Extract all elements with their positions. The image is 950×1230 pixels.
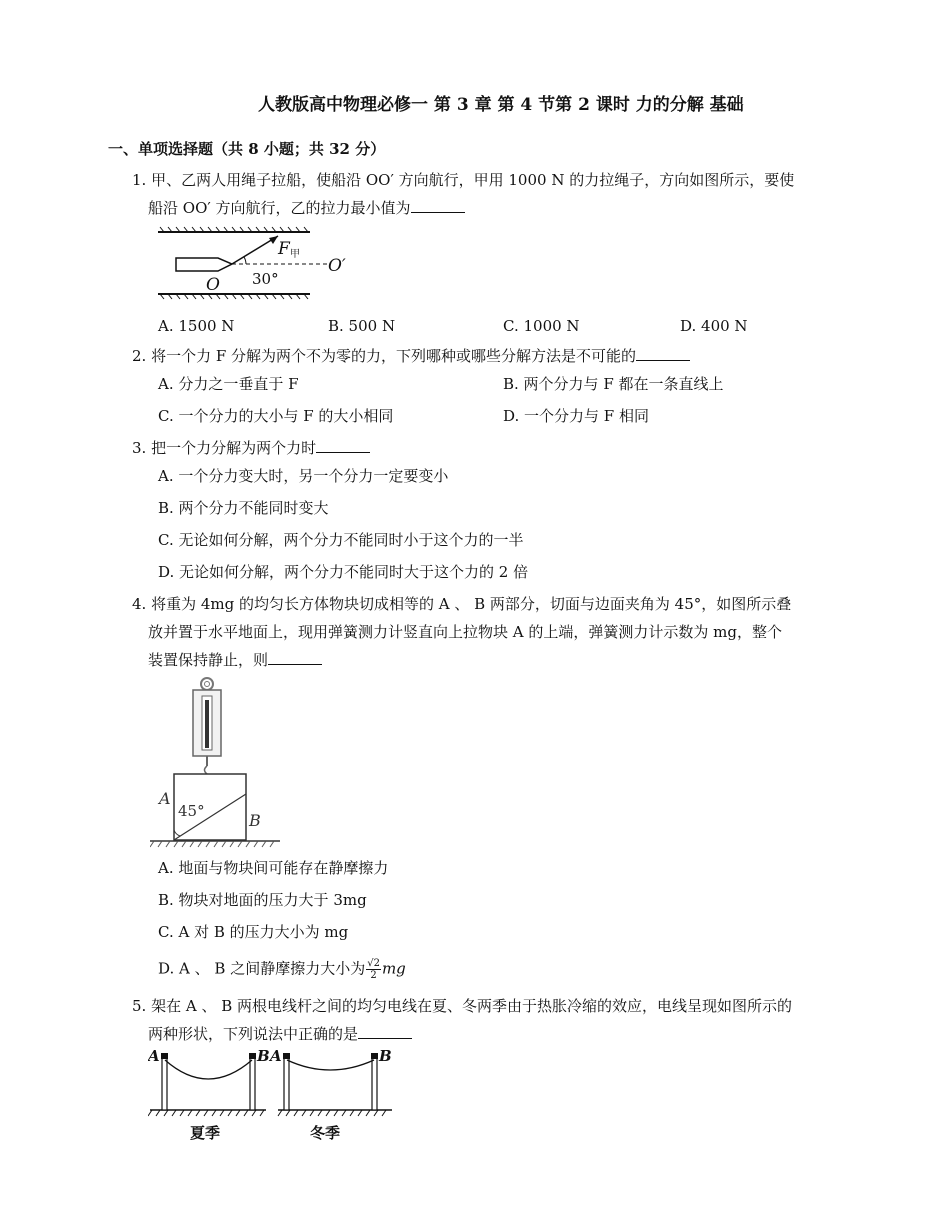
q4-line-2: 放并置于水平地面上，现用弹簧测力计竖直向上拉物块 A 的上端，弹簧测力计示数为 mg，整个 [148, 623, 782, 641]
q4-option-b[interactable]: B. 物块对地面的压力大于 3mg [158, 891, 367, 909]
q1-line-1: 1. 甲、乙两人用绳子拉船，使船沿 OO′ 方向航行，甲用 1000 N 的力拉绳子，方向如图所示，要使 [132, 171, 795, 189]
q1-option-c[interactable]: C. 1000 N [503, 317, 580, 335]
q1-option-d[interactable]: D. 400 N [680, 317, 748, 335]
answer-blank[interactable] [316, 438, 370, 453]
q5-winter-b: B [379, 1048, 392, 1065]
q4-line-1: 4. 将重为 4mg 的均匀长方体物块切成相等的 A 、 B 两部分，切面与边面夹角为 45°，如图所示叠 [132, 595, 792, 613]
q4-option-a[interactable]: A. 地面与物块间可能存在静摩擦力 [158, 859, 389, 877]
fraction: $\frac{√2}{2}$ [367, 958, 380, 981]
q3-line-1: 3. 把一个力分解为两个力时 [132, 438, 370, 458]
q3-option-c[interactable]: C. 无论如何分解，两个分力不能同时小于这个力的一半 [158, 531, 524, 549]
q1-force-sub: 甲 [290, 249, 300, 260]
q1-o2-label: O′ [328, 256, 346, 276]
q5-power-line-figure [148, 1048, 398, 1148]
section-heading: 一、单项选择题（共 8 小题；共 32 分） [108, 140, 386, 158]
q2-option-a[interactable]: A. 分力之一垂直于 F [158, 375, 299, 393]
q4-option-d[interactable]: D. A 、 B 之间静摩擦力大小为 $\frac{√2}{2}$ mg [158, 958, 406, 981]
q5-winter-a: A [270, 1048, 282, 1065]
q2-option-d[interactable]: D. 一个分力与 F 相同 [503, 407, 649, 425]
q1-o-label: O [206, 275, 220, 295]
q4-spring-block-figure [150, 674, 290, 850]
answer-blank[interactable] [268, 650, 322, 665]
q2-option-c[interactable]: C. 一个分力的大小与 F 的大小相同 [158, 407, 394, 425]
q2-option-b[interactable]: B. 两个分力与 F 都在一条直线上 [503, 375, 724, 393]
q2-line-1: 2. 将一个力 F 分解为两个不为零的力，下列哪种或哪些分解方法是不可能的 [132, 346, 690, 366]
page-title: 人教版高中物理必修一 第 3 章 第 4 节第 2 课时 力的分解 基础 [258, 95, 744, 115]
q1-force-label: F [278, 239, 290, 259]
q4-option-c[interactable]: C. A 对 B 的压力大小为 mg [158, 923, 349, 941]
q5-line-2: 两种形状，下列说法中正确的是 [148, 1024, 412, 1044]
q5-winter-label: 冬季 [310, 1124, 341, 1142]
q5-summer-b: B [257, 1048, 270, 1065]
q3-option-d[interactable]: D. 无论如何分解，两个分力不能同时大于这个力的 2 倍 [158, 563, 529, 581]
q1-angle-label: 30° [252, 270, 279, 288]
q4-b-label: B [249, 811, 261, 830]
q1-line-2: 船沿 OO′ 方向航行，乙的拉力最小值为 [148, 198, 465, 218]
q5-line-1: 5. 架在 A 、 B 两根电线杆之间的均匀电线在夏、冬两季由于热胀冷缩的效应，电线呈现如图所示的 [132, 997, 793, 1015]
q1-option-a[interactable]: A. 1500 N [158, 317, 235, 335]
q5-summer-a: A [148, 1048, 160, 1065]
answer-blank[interactable] [358, 1024, 412, 1039]
q3-option-a[interactable]: A. 一个分力变大时，另一个分力一定要变小 [158, 467, 449, 485]
q4-a-label: A [159, 789, 171, 808]
answer-blank[interactable] [636, 346, 690, 361]
q1-option-b[interactable]: B. 500 N [328, 317, 396, 335]
q5-summer-label: 夏季 [190, 1124, 221, 1142]
q4-angle-label: 45° [178, 802, 205, 820]
q1-boat-figure [150, 224, 360, 304]
answer-blank[interactable] [411, 198, 465, 213]
q3-option-b[interactable]: B. 两个分力不能同时变大 [158, 499, 329, 517]
q4-line-3: 装置保持静止，则 [148, 650, 322, 670]
